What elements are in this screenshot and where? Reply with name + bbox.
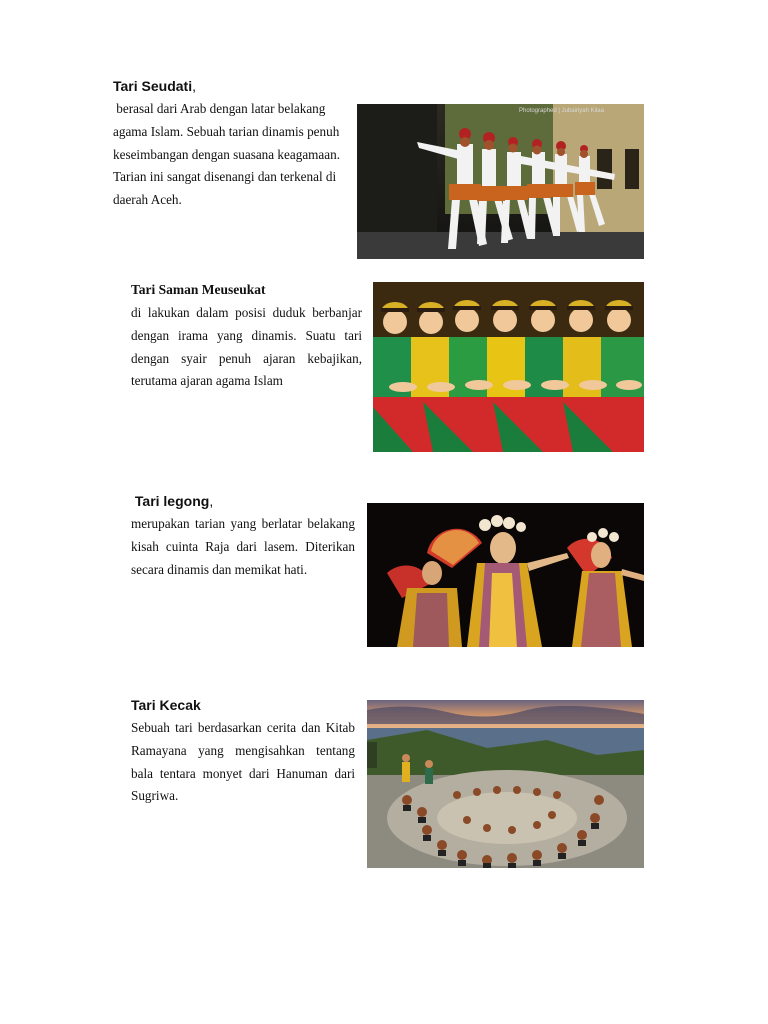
section-title-seudati: Tari Seudati, xyxy=(113,78,196,94)
section-title-saman: Tari Saman Meuseukat xyxy=(131,282,266,297)
section-text-seudati: berasal dari Arab dengan latar belakang agama Islam. Sebuah tarian dinamis penuh keseimbangan dengan suasana keagamaan. Tarian ini sangat disenangi dan terkenal di daerah Aceh. xyxy=(113,101,344,208)
section-kecak xyxy=(131,696,355,808)
section-title-kecak: Tari Kecak xyxy=(131,697,201,713)
section-seudati xyxy=(113,77,345,212)
section-text-saman: di lakukan dalam posisi duduk berbanjar dengan irama yang dinamis. Suatu tari dengan syair penuh ajaran kebajikan, terutama ajaran agama Islam xyxy=(131,305,362,389)
photo-tari-seudati xyxy=(357,104,644,259)
section-text-legong: merupakan tarian yang berlatar belakang kisah cuinta Raja dari lasem. Diterikan secara dinamis dan memikat hati. xyxy=(131,516,355,577)
photo-tari-legong xyxy=(367,503,644,647)
section-text-kecak: Sebuah tari berdasarkan cerita dan Kitab Ramayana yang mengisahkan tentang bala tentara monyet dari Hanuman dari Sugriwa. xyxy=(131,720,355,804)
photo-watermark: Photographed | Jubairiyah Kilaa xyxy=(519,108,604,114)
photo-tari-kecak xyxy=(367,700,644,868)
section-legong xyxy=(131,492,355,581)
section-saman xyxy=(131,281,362,393)
photo-tari-saman xyxy=(373,282,644,452)
section-title-legong: Tari legong, xyxy=(131,493,214,509)
